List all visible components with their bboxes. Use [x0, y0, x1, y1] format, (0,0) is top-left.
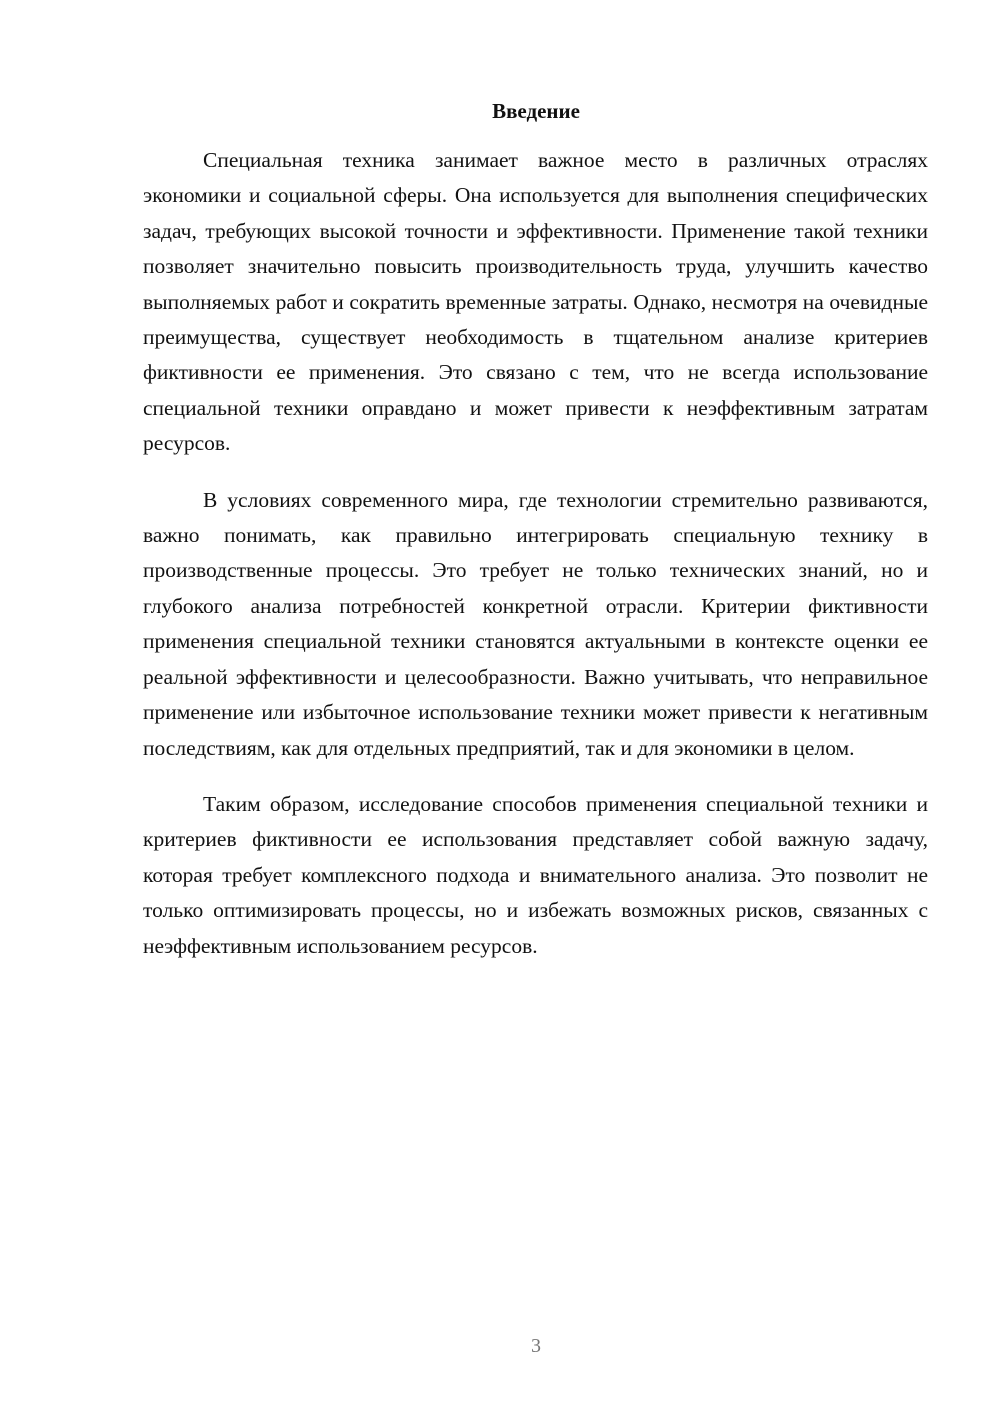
- paragraph-3: Таким образом, исследование способов применения специальной техники и критериев фиктивности ее использования представляет собой важную задачу, которая требует комплексного подхода и внимательного анализа. Это позволит не только оптимизировать процессы, но и избежать возможных рисков, связанных с неэффективным использованием ресурсов.: [143, 791, 928, 958]
- section-title: Введение: [492, 99, 580, 123]
- paragraph-2: В условиях современного мира, где технологии стремительно развиваются, важно понимать, как правильно интегрировать специальную технику в производственные процессы. Это требует не только технических знаний, но и глубокого анализа потребностей конкретной отрасли. Критерии фиктивности применения специальной техники становятся актуальными в контексте оценки ее реальной эффективности и целесообразности. Важно учитывать, что неправильное применение или избыточное использование техники может привести к негативным последствиям, как для отдельных предприятий, так и для экономики в целом.: [143, 487, 928, 760]
- body-text: [143, 143, 928, 985]
- page-number: 3: [531, 1335, 541, 1357]
- paragraph-1: Специальная техника занимает важное место в различных отраслях экономики и социальной сферы. Она используется для выполнения специфических задач, требующих высокой точности и эффективности. Применение такой техники позволяет значительно повысить производительность труда, улучшить качество выполняемых работ и сократить временные затраты. Однако, несмотря на очевидные преимущества, существует необходимость в тщательном анализе критериев фиктивности ее применения. Это связано с тем, что не всегда использование специальной техники оправдано и может привести к неэффективным затратам ресурсов.: [143, 148, 928, 456]
